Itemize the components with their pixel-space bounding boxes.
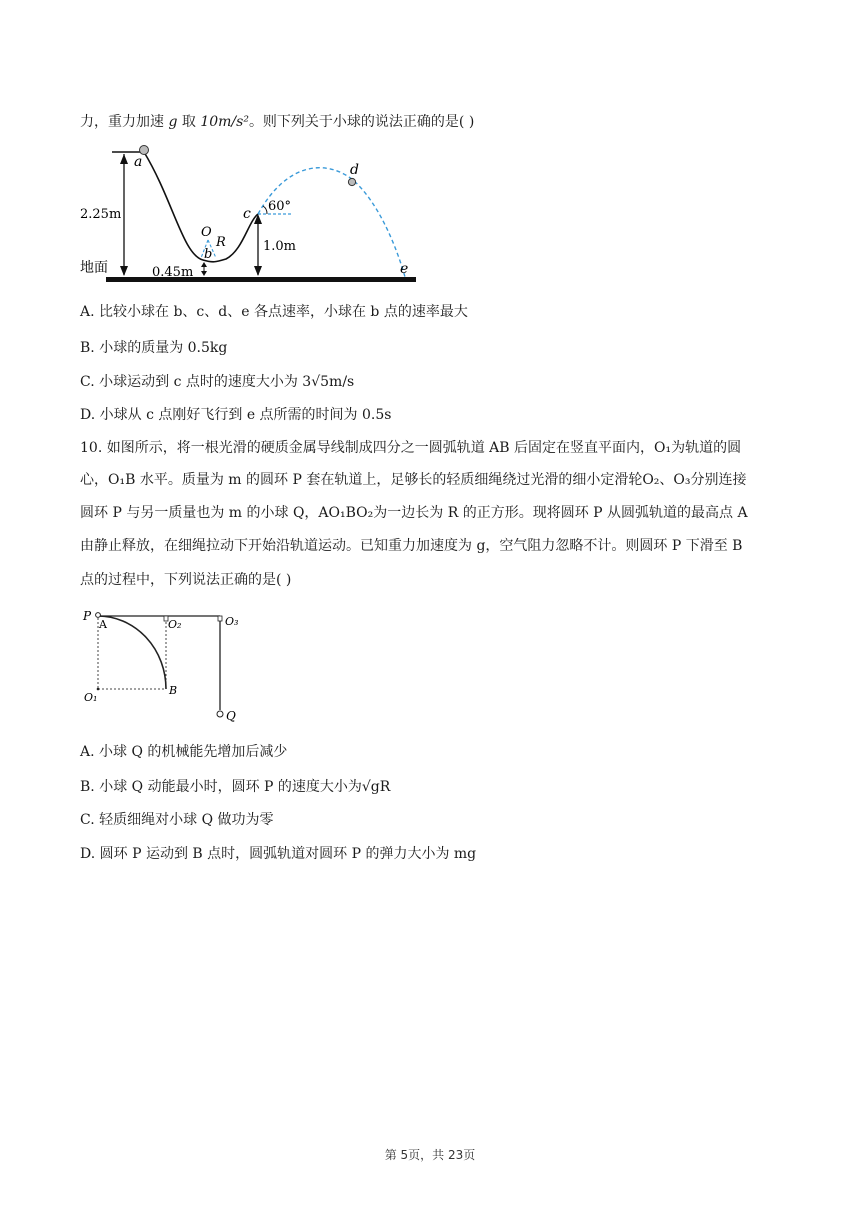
ring-p [96,613,101,618]
label-r: R [216,235,226,250]
arc-ab [98,616,166,689]
pulley-o3 [218,616,222,621]
q9-option-c: C. 小球运动到 c 点时的速度大小为 3√5m/s [80,374,355,390]
arrow-head-b-up [201,262,207,267]
label-e: e [400,261,409,277]
label-angle: 60° [268,199,292,214]
label-c: c [243,206,251,222]
q9-stem-accel: 10m/s² [200,114,249,130]
label-height-c: 1.0m [263,239,297,254]
q10-option-a: A. 小球 Q 的机械能先增加后减少 [80,744,288,760]
center-o1 [97,688,100,691]
ball-q [217,711,223,717]
q9-figure [78,140,428,290]
q9-stem-part: 力，重力加速 [80,114,169,130]
label-o: O [201,225,212,240]
label-q: Q [226,709,236,723]
arrow-head-up [120,154,128,164]
q9-option-a: A. 比较小球在 b、c、d、e 各点速率，小球在 b 点的速率最大 [80,304,468,320]
q10-stem-line-3: 圆环 P 与另一质量也为 m 的小球 Q，AO₁BO₂为一边长为 R 的正方形。现将圆环 P 从圆弧轨道的最高点 A [80,505,748,521]
label-ground: 地面 [80,260,108,276]
q10-figure [80,604,250,726]
label-b: b [204,247,213,262]
q9-stem-g: g [168,114,178,130]
label-o1: O₁ [84,691,98,704]
q10-stem-line-5: 点的过程中，下列说法正确的是( ) [80,572,292,588]
trajectory-dashed [258,168,405,277]
angle-arc [263,206,267,214]
ball-d [348,178,355,185]
q10-option-b: B. 小球 Q 动能最小时，圆环 P 的速度大小为√gR [80,779,391,795]
q10-stem-line-2: 心，O₁B 水平。质量为 m 的圆环 P 套在轨道上，足够长的轻质细绳绕过光滑的细小定滑轮O₂、O₃分别连接 [80,472,747,488]
label-o2: O₂ [168,618,182,631]
label-height-b: 0.45m [152,265,194,280]
page-footer: 第 5页，共 23页 [384,1148,476,1162]
label-o3: O₃ [225,615,239,628]
label-a: A [99,618,107,631]
label-p: P [83,609,92,623]
arrow-head-b-down [201,271,207,276]
q10-option-c: C. 轻质细绳对小球 Q 做功为零 [80,812,274,828]
q9-stem-part: 。则下列关于小球的说法正确的是( ) [248,114,475,130]
q9-stem-part: 取 [177,114,201,130]
q9-option-b: B. 小球的质量为 0.5kg [80,340,228,356]
label-d: d [350,162,359,178]
track-curve [144,152,258,262]
q9-stem [80,112,474,132]
label-height-a: 2.25m [80,207,122,222]
label-a: a [134,154,143,170]
q10-stem-line-1: 10. 如图所示，将一根光滑的硬质金属导线制成四分之一圆弧轨道 AB 后固定在竖直平面内，O₁为轨道的圆 [80,440,742,456]
arrow-head-c-up [254,214,262,224]
q10-stem-line-4: 由静止释放，在细绳拉动下开始沿轨道运动。已知重力加速度为 g，空气阻力忽略不计。则圆环 P 下滑至 B [80,538,743,554]
label-b: B [169,684,178,697]
arrow-head-c-down [254,266,262,276]
q10-option-d: D. 圆环 P 运动到 B 点时，圆弧轨道对圆环 P 的弹力大小为 mg [80,846,477,862]
arrow-head-down [120,266,128,276]
q9-option-d: D. 小球从 c 点刚好飞行到 e 点所需的时间为 0.5s [80,407,392,423]
